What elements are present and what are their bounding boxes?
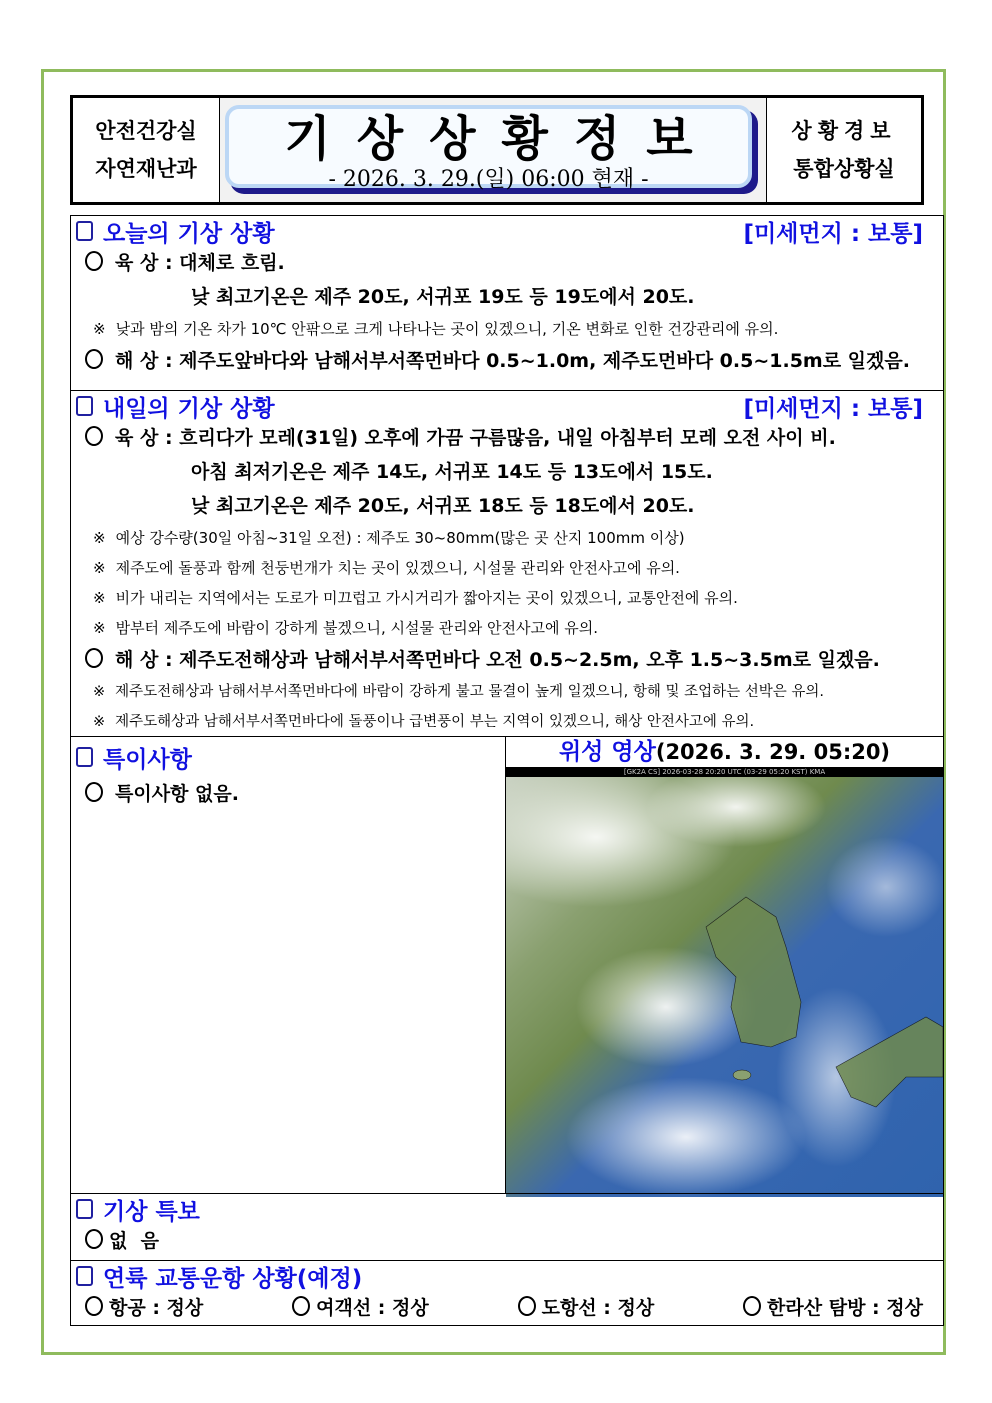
circle-bullet-icon: [85, 782, 103, 802]
circle-bullet-icon: [85, 426, 103, 446]
sea-text: 제주도전해상과 남해서부서쪽먼바다 오전 0.5~2.5m, 오후 1.5~3.5m로 일겠음.: [179, 649, 880, 671]
tomorrow-min-temp: 아침 최저기온은 제주 14도, 서귀포 14도 등 13도에서 15도.: [191, 461, 713, 483]
traffic-heading: 연륙 교통운항 상황(예정): [103, 1265, 363, 1292]
dept-right: [766, 98, 921, 202]
circle-bullet-icon: [292, 1296, 310, 1316]
tomorrow-note: [71, 553, 943, 583]
today-heading-row: [71, 216, 943, 246]
satellite-title: [506, 737, 943, 767]
today-heading: 오늘의 기상 상황: [103, 220, 275, 247]
note-symbol-icon: ※: [93, 559, 106, 577]
tomorrow-heading-row: [71, 391, 943, 421]
traffic-item-island-ferry: [504, 1291, 655, 1325]
warning-section: [70, 1193, 944, 1261]
tomorrow-sea: [71, 643, 943, 677]
circle-bullet-icon: [85, 648, 103, 668]
today-section: [70, 215, 944, 391]
note-symbol-icon: ※: [93, 529, 106, 547]
tomorrow-heading: 내일의 기상 상황: [103, 395, 275, 422]
sea-label: 해 상 :: [115, 649, 173, 671]
sea-text: 제주도앞바다와 남해서부서쪽먼바다 0.5~1.0m, 제주도먼바다 0.5~1.5m로 일겠음.: [179, 350, 910, 372]
traffic-status-row: [71, 1291, 943, 1325]
dept-name-4: 통합상황실: [793, 157, 895, 181]
traffic-text: 한라산 탐방 : 정상: [767, 1297, 923, 1319]
land-text: 흐리다가 모레(31일) 오후에 가끔 구름많음, 내일 아침부터 모레 오전 사이 비.: [179, 427, 836, 449]
circle-bullet-icon: [743, 1296, 761, 1316]
special-text: 특이사항 없음.: [115, 783, 239, 805]
traffic-item-air: [71, 1291, 203, 1325]
tomorrow-sea-note: [71, 677, 943, 707]
today-dust: [미세먼지 : 보통]: [743, 220, 923, 247]
checkbox-icon: [76, 1199, 93, 1219]
satellite-caption: [GK2A CS] 2026-03-28 20:20 UTC (03-29 05:20 KST) KMA: [506, 767, 943, 777]
satellite-image: [506, 767, 943, 1197]
tomorrow-note: [71, 523, 943, 553]
note-text: 비가 내리는 지역에서는 도로가 미끄럽고 가시거리가 짧아지는 곳이 있겠으니, 교통안전에 유의.: [115, 589, 738, 607]
land-label: 육 상 :: [115, 427, 173, 449]
tomorrow-note: [71, 613, 943, 643]
satellite-title-text: 위성 영상: [558, 739, 656, 765]
land-label: 육 상 :: [115, 252, 173, 274]
note-text: 예상 강수량(30일 아침~31일 오전) : 제주도 30~80mm(많은 곳 산지 100mm 이상): [115, 529, 685, 547]
doc-title: 기상상황정보: [284, 111, 719, 167]
checkbox-icon: [76, 747, 93, 767]
circle-bullet-icon: [85, 1229, 103, 1249]
satellite-map: [506, 777, 943, 1197]
sea-label: 해 상 :: [115, 350, 173, 372]
land-text: 대체로 흐림.: [179, 252, 285, 274]
traffic-text: 여객선 : 정상: [316, 1297, 429, 1319]
warning-text: 없 음: [109, 1230, 159, 1252]
today-land-temp: 낮 최고기온은 제주 20도, 서귀포 19도 등 19도에서 20도.: [191, 286, 695, 308]
note-text: 낮과 밤의 기온 차가 10℃ 안팎으로 크게 나타나는 곳이 있겠으니, 기온 변화로 인한 건강관리에 유의.: [115, 320, 779, 338]
checkbox-icon: [76, 1266, 93, 1286]
note-text: 제주도해상과 남해서부서쪽먼바다에 돌풍이나 급변풍이 부는 지역이 있겠으니, 해상 안전사고에 유의.: [115, 714, 755, 730]
traffic-item-ferry: [278, 1291, 429, 1325]
today-note: [71, 314, 943, 344]
special-satellite-section: [70, 736, 944, 1194]
tomorrow-dust: [미세먼지 : 보통]: [743, 395, 923, 422]
dept-name-1: 안전건강실: [95, 119, 197, 143]
warning-item: [71, 1224, 943, 1258]
note-symbol-icon: ※: [93, 714, 106, 730]
note-symbol-icon: ※: [93, 320, 106, 338]
circle-bullet-icon: [85, 251, 103, 271]
warning-heading-row: [71, 1194, 943, 1224]
tomorrow-note: [71, 583, 943, 613]
traffic-item-hallasan: [729, 1291, 923, 1325]
note-text: 밤부터 제주도에 바람이 강하게 불겠으니, 시설물 관리와 안전사고에 유의.: [115, 619, 598, 637]
circle-bullet-icon: [85, 349, 103, 369]
note-symbol-icon: ※: [93, 589, 106, 607]
note-text: 제주도전해상과 남해서부서쪽먼바다에 바람이 강하게 불고 물결이 높게 일겠으니, 항해 및 조업하는 선박은 유의.: [115, 684, 825, 700]
title-banner-area: [220, 98, 766, 202]
tomorrow-sea-note: [71, 707, 943, 737]
tomorrow-land: [71, 421, 943, 455]
dept-name-3: 상황경보: [791, 119, 897, 143]
warning-heading: 기상 특보: [103, 1198, 200, 1225]
title-banner: [225, 105, 752, 192]
traffic-text: 항공 : 정상: [109, 1297, 204, 1319]
special-heading: 특이사항: [103, 746, 192, 773]
checkbox-icon: [76, 221, 93, 241]
dept-left: [73, 98, 220, 202]
doc-date: - 2026. 3. 29.(일) 06:00 현재 -: [328, 167, 649, 192]
circle-bullet-icon: [85, 1296, 103, 1316]
note-symbol-icon: ※: [93, 684, 106, 700]
today-sea: [71, 344, 943, 378]
dept-name-2: 자연재난과: [95, 157, 197, 181]
document-header: [70, 95, 924, 205]
checkbox-icon: [76, 396, 93, 416]
traffic-text: 도항선 : 정상: [541, 1297, 655, 1319]
satellite-time: (2026. 3. 29. 05:20): [655, 740, 891, 764]
tomorrow-max-temp: 낮 최고기온은 제주 20도, 서귀포 18도 등 18도에서 20도.: [191, 495, 695, 517]
traffic-heading-row: [71, 1261, 943, 1291]
circle-bullet-icon: [518, 1296, 536, 1316]
today-land: [71, 246, 943, 280]
note-symbol-icon: ※: [93, 619, 106, 637]
note-text: 제주도에 돌풍과 함께 천둥번개가 치는 곳이 있겠으니, 시설물 관리와 안전사고에 유의.: [115, 559, 680, 577]
tomorrow-section: [70, 390, 944, 737]
traffic-section: [70, 1260, 944, 1326]
